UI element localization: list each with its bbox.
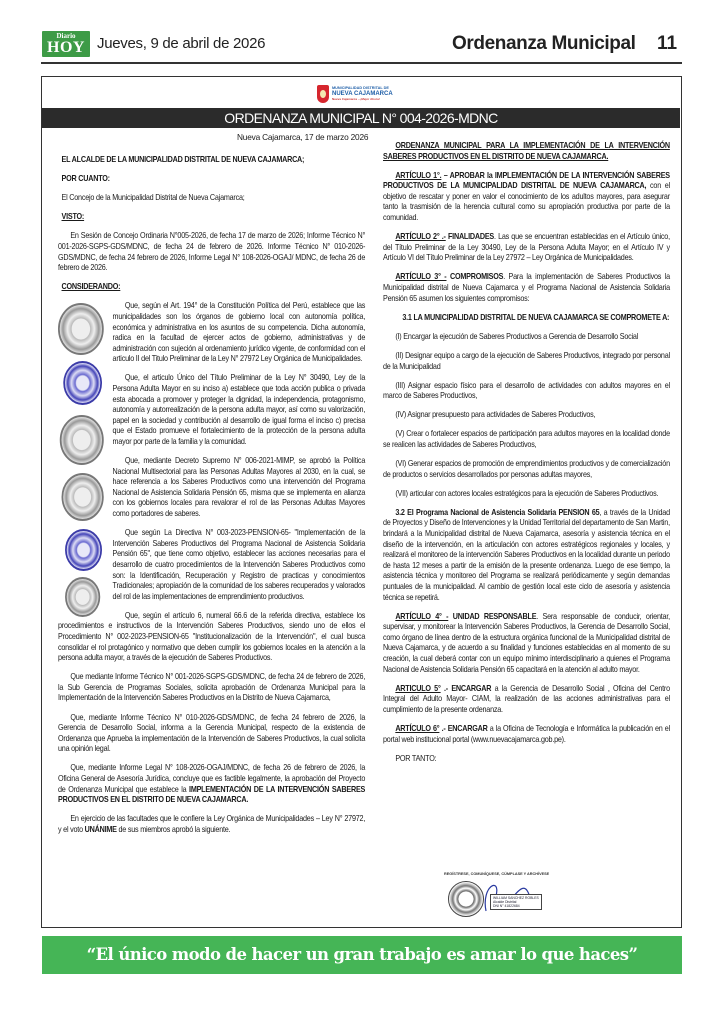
header-divider <box>41 62 682 64</box>
paragraph: El Concejo de la Municipalidad Distrital de Nueva Cajamarca; <box>61 193 245 203</box>
signature-block: REGÍSTRESE, COMUNÍQUESE, CÚMPLASE Y ARCHÍVESE WILLIAM SANCHEZ ROBLES Alcalde Distrital DNI N° 41822684 <box>436 871 558 925</box>
paragraph: ORDENANZA MUNICIPAL PARA LA IMPLEMENTACIÓN DE LA INTERVENCIÓN SABERES PRODUCTIVOS EN EL DISTRITO DE NUEVA CAJAMARCA. <box>383 141 670 161</box>
municipality-logo: MUNICIPALIDAD DISTRITAL DE NUEVA CAJAMARCA Nueva Cajamarca ...¡Mejor Ahora! <box>317 82 399 106</box>
paragraph: ARTICULO 5° .- ENCARGAR a la Gerencia de Desarrollo Social , Oficina del Centro Integral del Adulto Mayor- CIAM, la realización de las acciones administrativas para el cumplimiento de la presente ordenanza. <box>383 683 670 714</box>
stamp-seal-icon <box>65 529 102 571</box>
issue-date: Jueves, 9 de abril de 2026 <box>97 35 266 52</box>
paragraph: Que, mediante Informe Legal N° 108-2026-OGAJ/MDNC, de fecha 26 de febrero de 2026, la Oficina General de Asesoría Jurídica, concluye que es factible legalmente, la aprobación del Proyecto de Ordenanza Municipal que establece la IMPLEMENTACIÓN DE LA INTERVENCIÓN SABERES PRODUCTIVOS EN EL DISTRITO DE NUEVA CAJAMARCA. <box>58 763 366 805</box>
diario-hoy-logo: Diario HOY <box>42 31 90 57</box>
stamp-seal-icon <box>60 415 104 465</box>
paragraph: ARTÍCULO 2° .- FINALIDADES. Las que se encuentran establecidas en el Artículo único, del Título Preliminar de la Ley 30490, Ley de la Persona Adulta Mayor; en el Artículo IV y Artículo VI del Título Preliminar de la Ley 27972 – Ley Orgánica de Municipalidades. <box>383 232 670 263</box>
paragraph: 3.1 LA MUNICIPALIDAD DISTRITAL DE NUEVA CAJAMARCA SE COMPROMETE A: <box>402 312 670 322</box>
left-column <box>58 155 365 844</box>
stamp-seal-icon <box>63 361 102 405</box>
paragraph: (II) Designar equipo a cargo de la ejecución de Saberes Productivos, integrado por personal de la Municipalidad <box>383 350 670 371</box>
ordinance-title: ORDENANZA MUNICIPAL N° 004-2026-MDNC <box>42 108 680 128</box>
paragraph: EL ALCALDE DE LA MUNICIPALIDAD DISTRITAL DE NUEVA CAJAMARCA; <box>61 155 305 164</box>
paragraph: ARTÍCULO 1°. – APROBAR la IMPLEMENTACIÓN DE LA INTERVENCIÓN SABERES PRODUCTIVOS DE LA MUNICIPALIDAD DISTRITAL DE NUEVA CAJAMARCA, con el objetivo de rescatar y poner en valor el conocimiento de los adultos mayores, para asegurar tanto la trasmisión de la herencia cultural como su apropiación productiva por parte de la comunidad. <box>383 170 670 223</box>
paragraph: En ejercicio de las facultades que le confiere la Ley Orgánica de Municipalidades – Ley N° 27972, y el voto UNÁNIME de sus miembros aprobó la siguiente. <box>58 814 366 834</box>
paragraph: (V) Crear o fortalecer espacios de participación para adultos mayores en la localidad donde se realicen las actividades de Saberes Productivos, <box>383 429 670 449</box>
section-title: Ordenanza Municipal <box>452 33 636 54</box>
signatory: WILLIAM SANCHEZ ROBLES Alcalde Distrital DNI N° 41822684 <box>490 894 542 910</box>
paragraph: Que, según el artículo 6, numeral 66.6 de la referida directiva, establece los procedimientos e instructivos de la Intervención Saberes Productivos, siendo uno de ellos el Procedimiento N° 002-2023-PENSION-65 "Institucionalización de la Intervención", el cual busca consolidar el rol protagónico y normativo que deben cumplir los gobiernos locales en la atención a la persona adulta mayor, a través de la ejecución de Saberes Productivos. <box>58 610 366 663</box>
page-number: 11 <box>657 33 678 54</box>
place-date: Nueva Cajamarca, 17 de marzo 2026 <box>237 132 369 142</box>
right-column <box>383 141 670 773</box>
paragraph: ARTÍCULO 3° - COMPROMISOS. Para la implementación de Saberes Productivos la Municipalidad distrital de Nueva Cajamarca y el Programa Nacional de Asistencia Solidaria Pensión 65 asumen los siguientes compromisos: <box>383 272 670 303</box>
paragraph: Que mediante Informe Técnico N° 001-2026-SGPS-GDS/MDNC, de fecha 24 de febrero de 2026, la Sub Gerencia de Programas Sociales, solicita aprobación de Ordenanza Municipal para la Implementación de la Intervención Saberes Productivos en la Distrito de Nueva Cajamarca, <box>58 672 366 703</box>
paragraph: ARTÍCULO 6° .- ENCARGAR a la Oficina de Tecnología e Informática la publicación en el portal web institucional portal (www.nuevacajamarca.gob.pe). <box>383 724 670 744</box>
shield-icon <box>317 85 329 103</box>
stamp-seal-icon <box>62 473 104 521</box>
footer-quote-banner: “El único modo de hacer un gran trabajo es amar lo que haces” <box>42 936 682 974</box>
paragraph: POR CUANTO: <box>61 174 110 184</box>
ordinance-notice <box>41 76 682 928</box>
paragraph: (VI) Generar espacios de promoción de emprendimientos productivos y de comercialización de productos o servicios desarrollados por personas adultas mayores, <box>383 459 670 479</box>
stamp-seal-icon <box>65 577 100 617</box>
paragraph: (IV) Asignar presupuesto para actividades de Saberes Productivos, <box>395 410 596 420</box>
paragraph: Que, según el Art. 194° de la Constitución Política del Perú, establece que las municipalidades son los órganos de gobierno local con autonomía política, económica y administrativa en los asuntos de su competencia. Dicha autonomía, radica en la facultad de ejercer actos de gobierno, administrativas y de administración con sujeción al ordenamiento jurídico vigente, de conformidad con el articulo II del Titulo Preliminar de la Ley N° 27972 Ley Orgánica de Municipalidades. <box>112 301 366 364</box>
paragraph: Que, mediante Decreto Supremo N° 006-2021-MIMP, se aprobó la Política Nacional Multisectorial para las Personas Adultas Mayores al 2030, en la cual, se hace referencia a los Saberes Productivos como una intervención del Programa Nacional de Asistencia Solidaria Pensión 65, misma que se implementa en alianza con los gobiernos locales para revalorar el rol de las Personas Adultas Mayores como portadores de saberes. <box>112 456 366 519</box>
paragraph: ARTÍCULO 4° - UNIDAD RESPONSABLE. Sera responsable de conducir, orientar, supervisar, y monitorear la Intervención Saberes Productivos, la Gerencia de Desarrollo Social, como órgano de línea dentro de la estructura orgánica funcional de la Municipalidad distrital de Nueva Cajamarca, y de acuerdo a su finalidad y funciones establecidas en al momento de su creación, la cual deberá contar con un equipo mínimo interdisciplinario a quienes el Programa Nacional de Asistencia Solidaria Pensión 65 capacitará en la atención al adulto mayor. <box>383 611 670 674</box>
paragraph: Que según La Directiva N° 003-2023-PENSION-65- "Implementación de la Intervención Saberes Productivos del Programa Nacional de Asistencia Solidaria Pensión 65", que tiene como objetivo, establecer las acciones necesarias para el desarrollo de cuatro procedimientos de la Intervención Saberes Productivos como son: la Identificación, Recuperación y Registro de practicas y conocimientos Tradicionales; apropiación de la comunidad de los saberes recuperados y valorados del rol de las implementaciones de emprendimiento productivos. <box>112 528 366 601</box>
paragraph: POR TANTO: <box>395 753 437 763</box>
paragraph: CONSIDERANDO: <box>61 282 121 292</box>
paragraph: Que, el articulo Único del Título Preliminar de la Ley N° 30490, Ley de la Persona Adulta Mayor en su inciso a) establece que toda acción publica o privada esta abocada a promover y proteger la dignidad, la independencia, protagonismo, autonomía y autorrealización de la persona adulta mayor, así como su valorización, papel en la sociedad y contribución al desarrollo de igual forma el inciso c) precisa que el Estado promueve el fortalecimiento de la protección de la persona adulta mayor por parte de la familia y la comunidad. <box>112 373 366 446</box>
paragraph: 3.2 El Programa Nacional de Asistencia Solidaria PENSION 65, a través de la Unidad de Proyectos y Diseño de Intervenciones y la Unidad Territorial del departamento de San Martin, brindará a la Municipalidad distrital de Nueva Cajamarca, asesoría y asistencia técnica en el diseño de la intervención, en la articulación con actores estratégicos regionales y locales, y realizará el monitoreo de la intervención Saberes Productivos en la localidad durante un periodo de hasta 12 meses a partir de la emisión de la presente ordenanza. Luego de ese tiempo, la asistencia técnica y monitoreo del Programa se realizará periódicamente y según demandas puntuales de la municipalidad. Al cambio de gestión local este ciclo de asesoría y asistencia técnica se repetirá. <box>383 507 670 602</box>
paragraph: (III) Asignar espacio físico para el desarrollo de actividades con adultos mayores en el marco de Saberes Productivos, <box>383 380 670 401</box>
paragraph: VISTO: <box>61 212 85 222</box>
paragraph: Que, mediante Informe Técnico N° 010-2026-GDS/MDNC, de fecha 24 febrero de 2026, la Gerencia de Desarrollo Social, informa a la Gerencia Municipal, respecto de la existencia de Ordenanza que Aprueba la implementación de la Intervención de Saberes Productivos, la cual solicita una opinión legal. <box>58 712 366 754</box>
stamp-seal-icon <box>58 303 104 355</box>
paragraph: (VII) articular con actores locales estratégicos para la ejecución de Saberes Productivos. <box>395 488 659 498</box>
official-seals <box>58 303 113 621</box>
paragraph: (I) Encargar la ejecución de Saberes Productivos a Gerencia de Desarrollo Social <box>395 331 639 341</box>
paragraph: En Sesión de Concejo Ordinaria N°005-2026, de fecha 17 de marzo de 2026; Informe Técnico N° 001-2026-SGPS-GDS/MDNC, de fecha 24 de febrero de 2026. Informe Técnico N° 010-2026-GDS/MDNC, de fecha 24 febrero de 2026, Informe Legal N° 108-2026-OGAJ/ MDNC, de fecha 26 de febrero de 2026. <box>58 231 366 273</box>
